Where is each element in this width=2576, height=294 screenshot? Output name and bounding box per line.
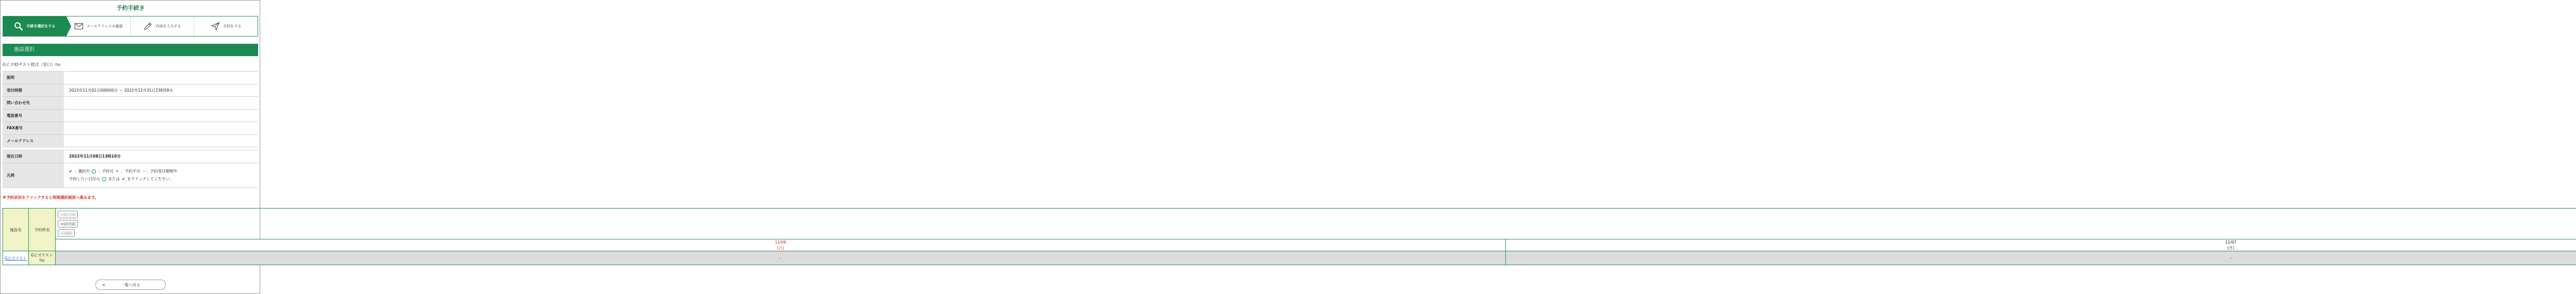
status-table (3, 150, 258, 188)
pencil-icon (143, 22, 152, 31)
step-confirm-email (67, 16, 131, 36)
paper-plane-icon (211, 22, 220, 31)
info-row (3, 84, 258, 97)
now-label: 現在日時 (3, 150, 64, 163)
legend-hint-pre: 予約したい日付の (69, 177, 100, 181)
envelope-icon (74, 22, 83, 31)
calendar-nav (56, 209, 2576, 239)
info-row (3, 72, 258, 84)
info-label: 問い合わせ先 (3, 97, 64, 110)
date-text: 11/07 (2225, 240, 2236, 245)
legend-ok: ：予約可 (98, 169, 114, 174)
info-value (64, 97, 258, 110)
legend-out: －：予約受付期間外 (142, 169, 177, 174)
info-row (3, 122, 258, 135)
check-icon: ✔ (122, 177, 125, 181)
info-label: メールアドレス (3, 134, 64, 147)
check-icon: ✔ (69, 169, 73, 174)
weekday-text: (月) (2227, 246, 2234, 250)
circle-icon (92, 169, 96, 174)
facility-link[interactable] (3, 251, 29, 265)
info-row (3, 109, 258, 122)
date-header-cell (56, 239, 1506, 251)
circle-icon (102, 177, 106, 181)
unavailable-slot (1506, 251, 2576, 265)
frame-name: Gビズテスト hu (29, 251, 56, 265)
now-value: 2022年11月08日13時10分 (64, 150, 258, 163)
legend-label: 凡例 (3, 163, 64, 187)
step-enter-details (131, 16, 195, 36)
date-header-cell (1506, 239, 2576, 251)
info-value: 2022年11月01日00時00分 〜 2022年12月31日23時59分 (64, 84, 258, 97)
search-icon (14, 22, 23, 31)
step-label: 予約をする (223, 24, 242, 28)
chevron-left-icon: < (102, 282, 106, 287)
notice-text: ※予約状況をクリックすると時間選択画面へ進みます。 (3, 195, 99, 200)
facility-link-text[interactable]: Gビズテスト (5, 255, 27, 261)
unavailable-slot (56, 251, 1506, 265)
info-label: 説明 (3, 72, 64, 84)
progress-steps (3, 16, 258, 37)
back-to-list-button[interactable] (95, 280, 166, 290)
nav-1month-back-button[interactable]: <1か月前 (58, 220, 78, 228)
dash-mark: - (779, 255, 782, 261)
facility-name: GビズIDテスト様式（窓口）hu (3, 62, 61, 67)
nav-3months-back-button[interactable]: <3か月前 (58, 211, 78, 218)
step-label: 内容を入力する (156, 24, 181, 28)
step-label: メールアドレスの確認 (87, 24, 123, 28)
section-title: 施設選択 (3, 44, 258, 56)
info-value (64, 122, 258, 135)
col-facility-header: 施設名 (3, 209, 29, 251)
date-header-row (3, 239, 2576, 251)
legend-content (64, 163, 258, 187)
info-row (3, 134, 258, 147)
facility-info-table (3, 71, 258, 147)
legend-hint-post: をクリックしてください。 (127, 177, 174, 181)
legend-ng: ：予約不可 (121, 169, 141, 174)
back-button-label: 一覧へ戻る (121, 282, 141, 287)
info-value (64, 72, 258, 84)
availability-row (3, 251, 2576, 265)
step-make-reservation (194, 16, 258, 36)
info-value (64, 134, 258, 147)
date-text: 11/06 (775, 240, 786, 245)
cross-icon: ✕ (115, 169, 119, 174)
step-label: 手続き選択をする (26, 24, 56, 28)
info-label: 電話番号 (3, 109, 64, 122)
info-label: 受付時間 (3, 84, 64, 97)
page-title: 予約手続き (116, 5, 145, 11)
weekday-text: (日) (777, 246, 784, 250)
dash-mark: - (2230, 255, 2232, 261)
legend-selected: ：選択中 (74, 169, 90, 174)
legend-hint-mid: または (108, 177, 120, 181)
info-row (3, 97, 258, 110)
step-select-procedure (3, 16, 67, 36)
nav-2weeks-back-button[interactable]: <2週前 (58, 229, 75, 237)
col-frame-header: 予約枠名 (29, 209, 56, 251)
availability-calendar (3, 208, 2576, 265)
info-label: FAX番号 (3, 122, 64, 135)
info-value (64, 109, 258, 122)
